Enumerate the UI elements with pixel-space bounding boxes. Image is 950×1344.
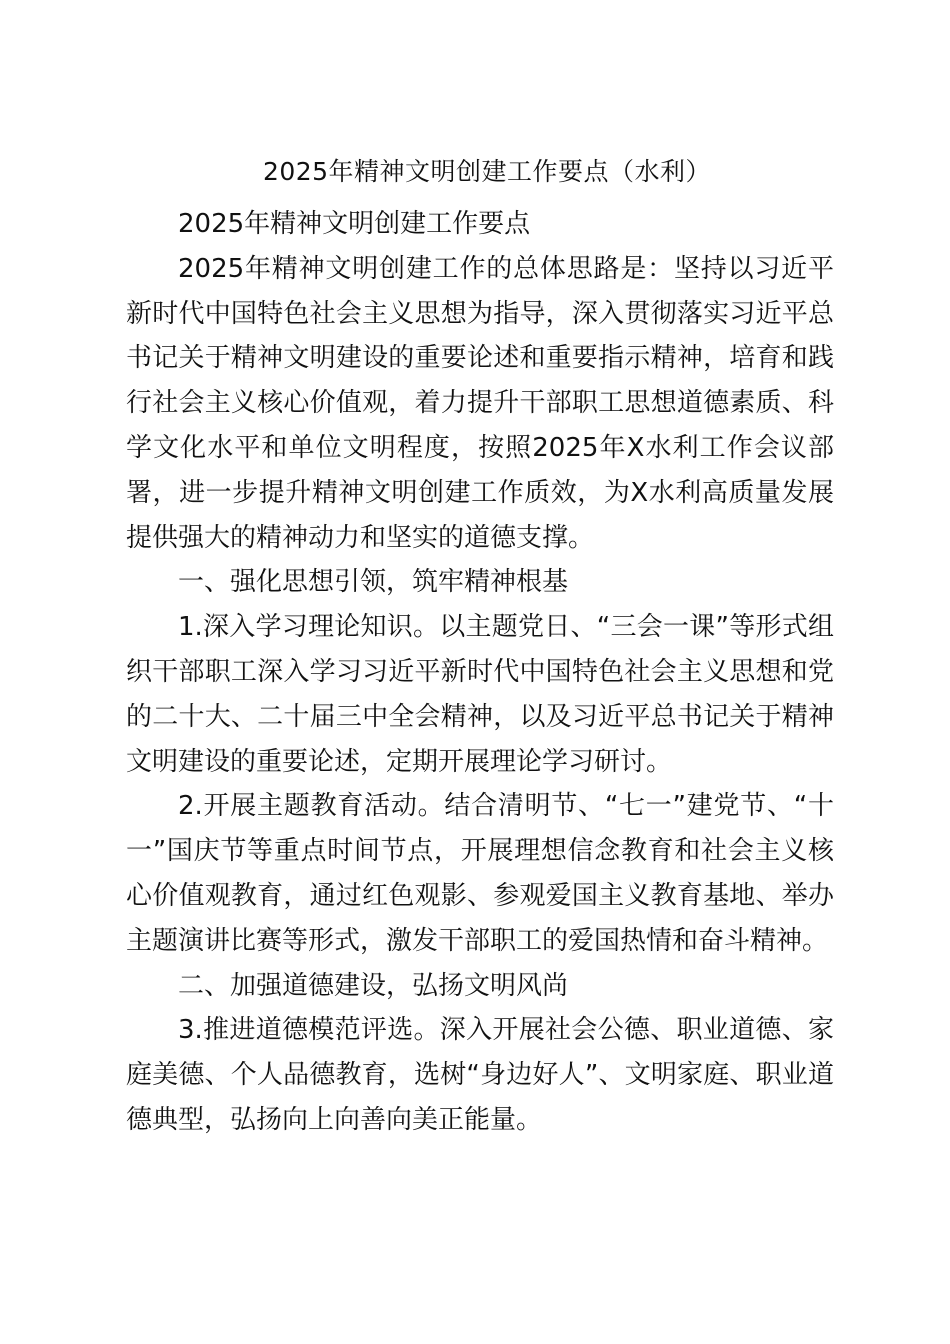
item-paragraph-3: 3.推进道德模范评选。深入开展社会公德、职业道德、家庭美德、个人品德教育，选树“身边好人”、文明家庭、职业道德典型，弘扬向上向善向美正能量。 bbox=[126, 1015, 834, 1135]
section-heading-2: 二、加强道德建设，弘扬文明风尚 bbox=[178, 970, 569, 1001]
item-paragraph-2: 2.开展主题教育活动。结合清明节、“七一”建党节、“十一”国庆节等重点时间节点，开展理想信念教育和社会主义核心价值观教育，通过红色观影、参观爱国主义教育基地、举办主题演讲比赛等形式，激发干部职工的爱国热情和奋斗精神。 bbox=[126, 791, 834, 956]
document-title: 2025年精神文明创建工作要点（水利） bbox=[262, 157, 712, 186]
section-heading-1: 一、强化思想引领，筑牢精神根基 bbox=[178, 567, 569, 598]
item-paragraph-1: 1.深入学习理论知识。以主题党日、“三会一课”等形式组织干部职工深入学习习近平新时代中国特色社会主义思想和党的二十大、二十届三中全会精神，以及习近平总书记关于精神文明建设的重要论述，定期开展理论学习研讨。 bbox=[126, 612, 834, 777]
document-body bbox=[126, 150, 834, 1143]
intro-paragraph: 2025年精神文明创建工作的总体思路是：坚持以习近平新时代中国特色社会主义思想为指导，深入贯彻落实习近平总书记关于精神文明建设的重要论述和重要指示精神，培育和践行社会主义核心价值观，着力提升干部职工思想道德素质、科学文化水平和单位文明程度，按照2025年X水利工作会议部署，进一步提升精神文明创建工作质效，为X水利高质量发展提供强大的精神动力和坚实的道德支撑。 bbox=[126, 253, 834, 553]
document-subtitle: 2025年精神文明创建工作要点 bbox=[178, 209, 531, 239]
